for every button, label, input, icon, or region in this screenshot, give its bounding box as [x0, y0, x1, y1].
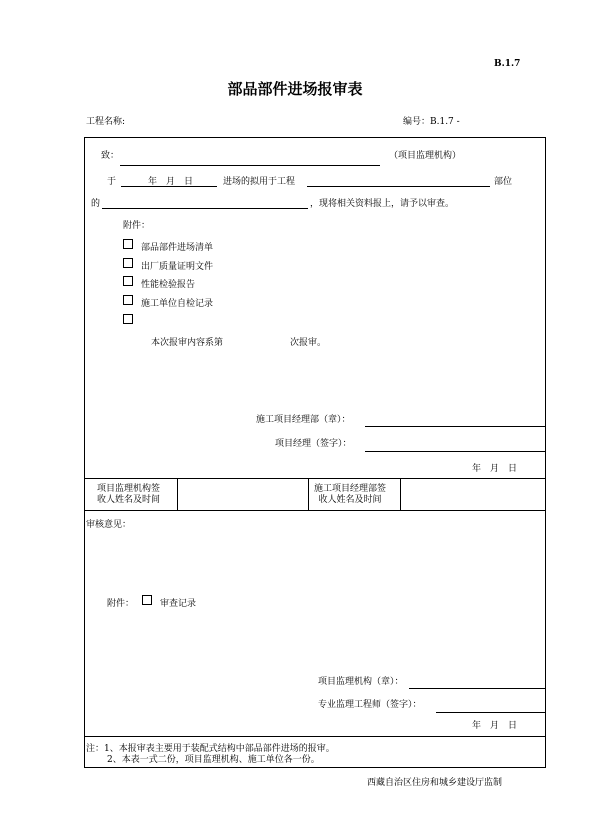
- supervisor-org-seal-label: 项目监理机构（章）：: [318, 677, 404, 687]
- section1-date: 年 月 日: [472, 464, 518, 474]
- entry-date-line[interactable]: [121, 186, 217, 187]
- attachment-self-inspection: 施工单位自检记录: [141, 299, 214, 309]
- report-text: ，现将相关资料报上，请予以审查。: [310, 199, 455, 209]
- attachment-performance-report: 性能检验报告: [141, 280, 196, 290]
- checkbox-review-record[interactable]: [142, 595, 152, 605]
- supervisor-org-seal-line[interactable]: [409, 688, 546, 689]
- form-frame: [84, 137, 546, 768]
- component-line[interactable]: [102, 208, 308, 209]
- attachment-component-list: 部品部件进场清单: [141, 243, 214, 253]
- attachment-quality-cert: 出厂质量证明文件: [141, 262, 214, 272]
- construction-dept-line[interactable]: [365, 426, 546, 427]
- supervising-engineer-line[interactable]: [436, 712, 546, 713]
- report-count-suffix: 次报审。: [290, 338, 327, 348]
- to-label: 致：: [101, 151, 120, 161]
- prep-text: 进场的拟用于工程: [223, 177, 296, 187]
- checkbox-self-inspection[interactable]: [123, 295, 133, 305]
- project-line[interactable]: [307, 186, 490, 187]
- page-title: 部品部件进场报审表: [227, 80, 363, 98]
- checkbox-component-list[interactable]: [123, 239, 133, 249]
- receipt-divider-2: [308, 478, 309, 510]
- supervisor-org-hint: （项目监理机构）: [389, 151, 462, 161]
- position-label: 部位: [494, 177, 513, 187]
- construction-receipt-field[interactable]: [401, 479, 545, 509]
- of-label: 的: [91, 199, 101, 209]
- notes-divider: [84, 736, 546, 737]
- checkbox-performance-report[interactable]: [123, 276, 133, 286]
- note-line-2: 2、本表一式二份，项目监理机构、施工单位各一份。: [107, 755, 320, 765]
- report-count-prefix: 本次报审内容系第: [151, 338, 224, 348]
- checkbox-other[interactable]: [123, 314, 133, 324]
- review-attachment-label: 附件：: [107, 599, 135, 609]
- checkbox-quality-cert[interactable]: [123, 258, 133, 268]
- supervisor-receipt-field[interactable]: [178, 479, 307, 509]
- form-number-label: 编号：B.1.7 -: [403, 117, 460, 127]
- issuer-footer: 西藏自治区住房和城乡建设厅监制: [367, 778, 503, 788]
- review-opinion-label: 审核意见：: [86, 520, 132, 530]
- attachments-label: 附件：: [123, 221, 151, 231]
- project-manager-line[interactable]: [365, 451, 546, 452]
- section2-date: 年 月 日: [472, 721, 518, 731]
- in-label: 于: [107, 177, 117, 187]
- construction-dept-label: 施工项目经理部（章）：: [256, 415, 351, 425]
- supervisor-receipt-label: 项目监理机构签 收人姓名及时间: [97, 484, 161, 505]
- form-code: B.1.7: [494, 59, 521, 69]
- entry-date: 年 月 日: [148, 177, 194, 187]
- review-record-label: 审查记录: [160, 599, 197, 609]
- construction-receipt-label: 施工项目经理部签 收人姓名及时间: [314, 484, 387, 505]
- project-manager-label: 项目经理（签字）：: [275, 439, 352, 449]
- recipient-line[interactable]: [120, 165, 380, 166]
- note-line-1: 注：1、本报审表主要用于装配式结构中部品部件进场的报审。: [86, 744, 335, 754]
- project-name-label: 工程名称:: [86, 117, 126, 127]
- supervising-engineer-label: 专业监理工程师（签字）：: [318, 700, 422, 710]
- receipt-row-bottom: [84, 510, 546, 511]
